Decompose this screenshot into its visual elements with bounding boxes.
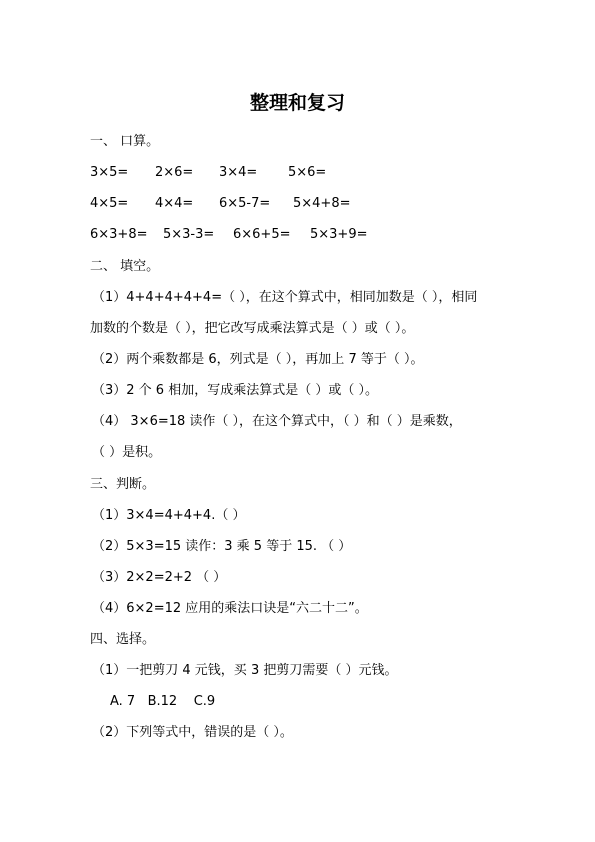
- judge-question-2: （2）5×3=15 读作：3 乘 5 等于 15. （ ）: [92, 539, 352, 554]
- choice-question-1-options: A. 7 B.12 C.9: [110, 694, 216, 709]
- judge-question-1: （1）3×4=4+4+4.（ ）: [92, 508, 246, 523]
- expression: 4×4=: [155, 196, 194, 211]
- fill-question-3: （3）2 个 6 相加，写成乘法算式是（ ）或（ ）。: [92, 383, 378, 398]
- choice-question-1: （1）一把剪刀 4 元钱，买 3 把剪刀需要（ ）元钱。: [92, 663, 398, 678]
- expression: 6×5-7=: [219, 196, 271, 211]
- mental-math-row-2: [90, 195, 510, 213]
- section-2-heading: 二、 填空。: [90, 259, 160, 274]
- expression: 6×3+8=: [90, 227, 148, 242]
- section-1-heading: 一、 口算。: [90, 134, 160, 149]
- fill-question-4-line-1: （4） 3×6=18 读作（ ），在这个算式中，（ ）和（ ）是乘数，: [92, 414, 462, 429]
- expression: 3×5=: [90, 165, 129, 180]
- expression: 2×6=: [155, 165, 194, 180]
- expression: 3×4=: [219, 165, 258, 180]
- fill-question-1-line-1: （1）4+4+4+4+4=（ ），在这个算式中，相同加数是（ ），相同: [92, 290, 478, 305]
- section-3-heading: 三、判断。: [90, 477, 156, 492]
- expression: 5×4+8=: [293, 196, 351, 211]
- judge-question-4: （4）6×2=12 应用的乘法口诀是“六二十二”。: [92, 601, 368, 616]
- expression: 5×3-3=: [163, 227, 215, 242]
- mental-math-row-3: [90, 226, 510, 244]
- mental-math-row-1: [90, 164, 510, 182]
- choice-question-2: （2）下列等式中，错误的是（ ）。: [92, 725, 293, 740]
- expression: 4×5=: [90, 196, 129, 211]
- expression: 5×3+9=: [310, 227, 368, 242]
- expression: 5×6=: [288, 165, 327, 180]
- fill-question-2: （2）两个乘数都是 6，列式是（ ），再加上 7 等于（ ）。: [92, 352, 424, 367]
- fill-question-1-line-2: 加数的个数是（ ），把它改写成乘法算式是（ ）或（ ）。: [90, 321, 415, 336]
- section-4-heading: 四、选择。: [90, 632, 156, 647]
- fill-question-4-line-2: （ ）是积。: [92, 445, 162, 460]
- expression: 6×6+5=: [233, 227, 291, 242]
- judge-question-3: （3）2×2=2+2 （ ）: [92, 570, 227, 585]
- page-title: 整理和复习: [249, 92, 345, 114]
